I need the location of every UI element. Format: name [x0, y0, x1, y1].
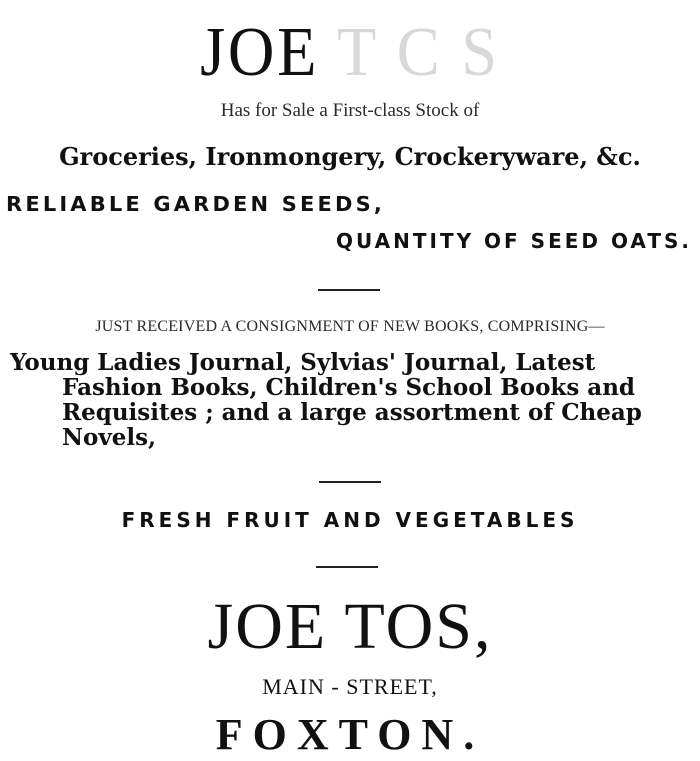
town-name: FOXTON. [215, 710, 485, 759]
seed-oats-line: QUANTITY OF SEED OATS. [336, 229, 692, 253]
garden-seeds-line: RELIABLE GARDEN SEEDS, [6, 192, 385, 216]
header-name [28, 14, 672, 91]
footer-name: JOE TOS, [207, 590, 493, 663]
header-name-faded: T C S [336, 14, 500, 91]
divider-rule-3 [316, 566, 378, 568]
street-address: MAIN - STREET, [262, 674, 438, 699]
books-intro-line: JUST RECEIVED A CONSIGNMENT OF NEW BOOKS, COMPRISING— [95, 318, 605, 335]
goods-line: Groceries, Ironmongery, Crockeryware, &c. [59, 142, 641, 171]
sale-line: Has for Sale a First-class Stock of [220, 100, 480, 121]
books-description: Young Ladies Journal, Sylvias' Journal, Latest Fashion Books, Children's School Books and Requisites ; and a large assortment of Cheap Novels, [10, 349, 642, 451]
fresh-produce-line: FRESH FRUIT AND VEGETABLES [121, 508, 579, 532]
divider-rule-2 [319, 481, 381, 483]
header-name-clear: JOE [200, 14, 320, 91]
divider-rule-1 [318, 289, 380, 291]
